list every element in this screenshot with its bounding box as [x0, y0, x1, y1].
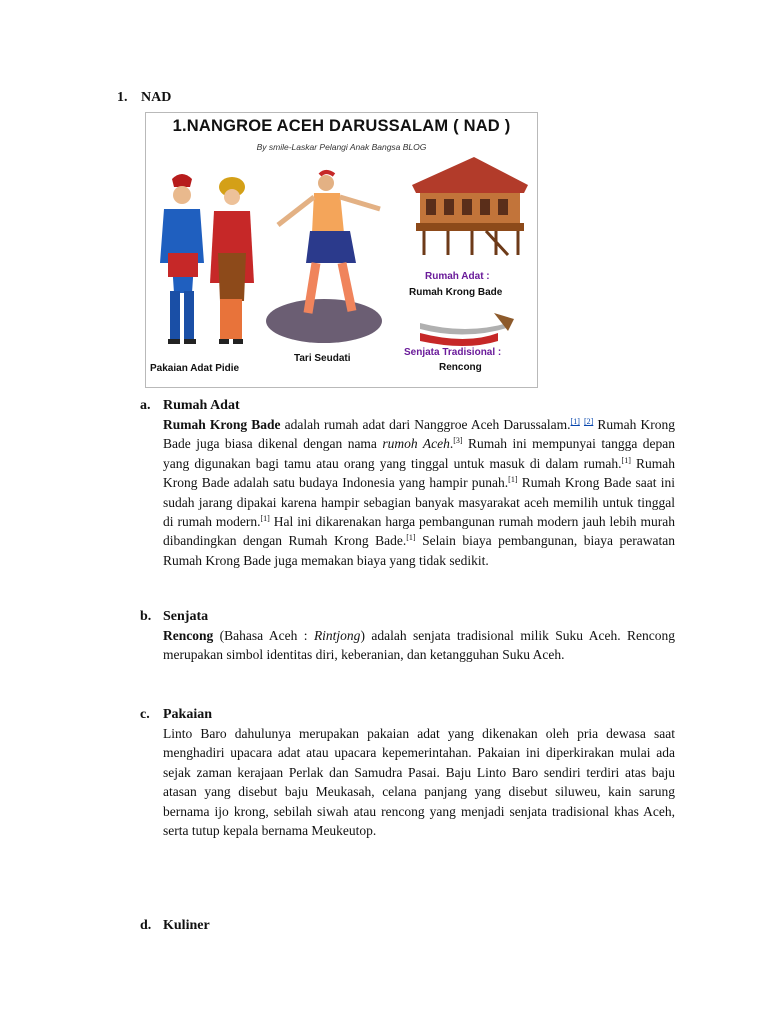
- section-letter: d.: [140, 918, 152, 933]
- figure-title: 1.NANGROE ACEH DARUSSALAM ( NAD ): [172, 117, 511, 135]
- man-figure: [160, 174, 204, 344]
- reference-link[interactable]: [2]: [583, 417, 594, 426]
- woman-figure: [210, 177, 254, 344]
- paragraph-senjata: [163, 626, 675, 665]
- text-segment: Rumah Krong Bade juga biasa dikenal dengan nama: [163, 417, 676, 452]
- reference-marker: [1]: [406, 533, 416, 543]
- text-segment: Rumah Krong Bade adalah satu budaya Indonesia yang hampir punah.: [163, 455, 675, 491]
- section-title: Senjata: [163, 609, 209, 624]
- heading-number: 1.: [117, 90, 128, 105]
- section-heading-rumah-adat: [140, 396, 240, 415]
- section-letter: b.: [140, 609, 152, 624]
- caption-dance: Tari Seudati: [294, 353, 351, 364]
- reference-marker: [1]: [621, 455, 631, 465]
- term-rumah-krong-bade: Rumah Krong Bade: [163, 417, 281, 432]
- reference-marker: [3]: [453, 436, 463, 446]
- figure-subtitle: By smile-Laskar Pelangi Anak Bangsa BLOG: [256, 142, 427, 152]
- rencong-figure: [420, 313, 514, 346]
- heading-title: NAD: [141, 90, 172, 105]
- text-segment: .: [449, 436, 454, 452]
- caption-house-name: Rumah Krong Bade: [409, 287, 503, 298]
- reference-marker: [1]: [260, 514, 270, 524]
- nad-culture-illustration: [145, 112, 538, 388]
- text-segment: Rumah ini mempunyai tangga depan yang digunakan bagi tamu atau orang yang tinggal untuk masuk di dalam rumah.: [163, 436, 676, 471]
- section-heading-senjata: [140, 607, 208, 626]
- caption-house-label: Rumah Adat :: [425, 271, 490, 282]
- italic-term: rumoh Aceh: [382, 436, 450, 452]
- term-rencong: Rencong: [163, 628, 214, 643]
- section-heading-kuliner: [140, 916, 210, 935]
- section-heading-pakaian: [140, 705, 212, 724]
- reference-marker: [1]: [508, 475, 518, 485]
- dancer-figure: [266, 172, 382, 343]
- paragraph-pakaian: Linto Baro dahulunya merupakan pakaian adat yang dikenakan oleh pria dewasa saat menghadiri upacara adat atau upacara kepemerintahan. Pakaian ini diperkirakan mulai ada sejak zaman kerajaan Perlak dan Samudra Pasai. Baju Linto Baro sendiri terdiri atas baju atasan yang disebut baju Meukasah, celana panjang yang disebut siluweu, kain sarung bernama ijo krong, sebilah siwah atau rencong yang menjadi senjata tradisional khas Aceh, serta tutup kepala bernama Meukeutop.: [163, 726, 675, 839]
- text-segment: ) adalah senjata tradisional milik Suku Aceh. Rencong merupakan simbol identitas diri, keberanian, dan ketangguhan Suku Aceh.: [163, 628, 675, 663]
- house-figure: [412, 157, 528, 255]
- section-title: Kuliner: [163, 918, 210, 933]
- caption-clothing: Pakaian Adat Pidie: [150, 363, 240, 374]
- text-segment: Rumah Krong Bade saat ini sudah jarang dipakai karena hampir sebagian banyak masyarakat aceh memilih untuk tinggal di rumah modern.: [163, 475, 675, 530]
- text-segment: (Bahasa Aceh :: [213, 628, 314, 643]
- text-segment: adalah rumah adat dari Nanggroe Aceh Darussalam.: [280, 417, 571, 432]
- paragraph-rumah-adat: [163, 415, 675, 570]
- section-letter: c.: [140, 707, 150, 722]
- section-letter: a.: [140, 398, 151, 413]
- section-heading-nad: [117, 88, 171, 107]
- text-segment: Selain biaya pembangunan, biaya perawatan Rumah Krong Bade juga memakan biaya yang tidak sedikit.: [163, 533, 675, 568]
- caption-weapon-label: Senjata Tradisional :: [404, 347, 502, 358]
- reference-link[interactable]: [1]: [570, 417, 580, 426]
- section-title: Rumah Adat: [163, 398, 240, 413]
- italic-term: Rintjong: [313, 628, 361, 643]
- section-title: Pakaian: [163, 707, 213, 722]
- caption-weapon-name: Rencong: [439, 362, 482, 373]
- text-segment: Hal ini dikarenakan harga pembangunan rumah modern jauh lebih murah dibandingkan dengan Rumah Krong Bade.: [163, 514, 675, 549]
